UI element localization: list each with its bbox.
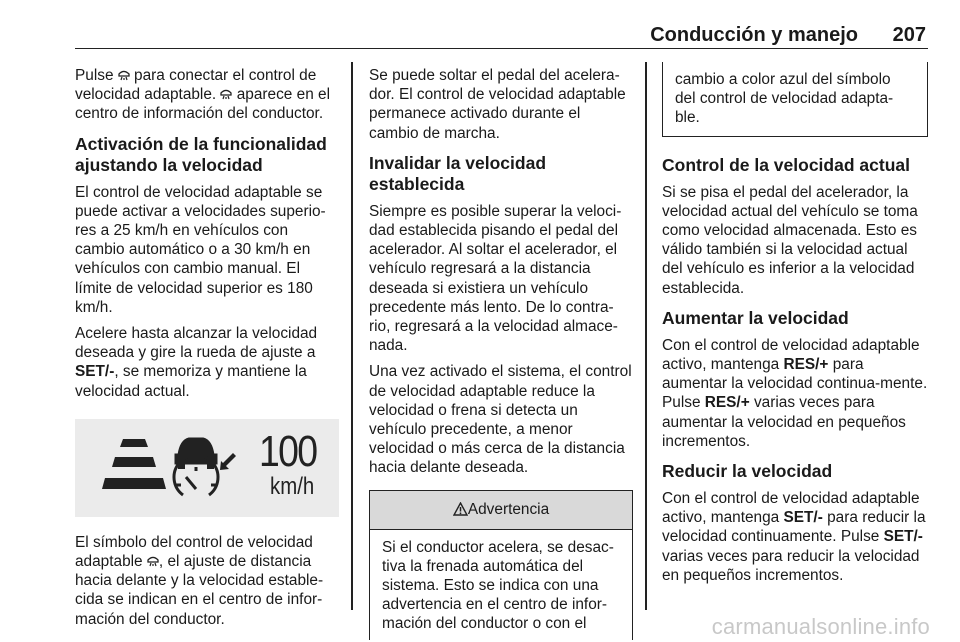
page-number: 207 — [892, 24, 926, 46]
warning-text: Si el conductor acelera, se desac-tiva la frenada automática del sistema. Esto se indica con una advertencia en el centro de infor-mación del conductor o con el — [382, 538, 614, 633]
page-header — [75, 0, 928, 49]
paragraph-release-pedal: Se puede soltar el pedal del acelera-dor. El control de velocidad adaptable permanece activado durante el cambio de marcha. — [369, 67, 626, 142]
paragraph-increase-speed: Con el control de velocidad adaptable activo, mantenga RES/+ para aumentar la velocidad continua-mente. Pulse RES/+ varias veces para aumentar la velocidad en pequeños incrementos. — [662, 336, 928, 450]
cruise-control-icon — [220, 88, 232, 100]
paragraph-set-speed: Acelere hasta alcanzar la velocidad deseada y gire la rueda de ajuste a SET/-, se memoriza y mantiene la velocidad actual. — [75, 325, 318, 400]
paragraph-symbol-display: El símbolo del control de velocidad adaptable , el ajuste de distancia hacia delante y la velocidad estable-cida se indican en el centro de infor-mación del conductor. — [75, 533, 324, 628]
heading-override: Invalidar la velocidad establecida — [369, 152, 547, 194]
set-speed-value: 100 — [259, 426, 317, 476]
paragraph-intro: Pulse para conectar el control de velocidad adaptable. aparece en el centro de información del conductor. — [75, 67, 331, 123]
column-3 — [662, 66, 928, 592]
paragraph-current-speed: Si se pisa el pedal del acelerador, la velocidad actual del vehículo se toma como velocidad almacenada. Esto es válido también si la velocidad actual del vehículo es inferior a la velocidad establecida. — [662, 183, 918, 297]
warning-icon — [453, 502, 468, 516]
warning-title: Advertencia — [467, 500, 550, 518]
paragraph-reduce-speed: Con el control de velocidad adaptable activo, mantenga SET/- para reducir la velocidad continuamente. Pulse SET/- varias veces para reducir la velocidad en pequeños incrementos. — [662, 490, 926, 584]
adaptive-cruise-control-icon — [174, 439, 218, 495]
paragraph-braking: Una vez activado el sistema, el control de velocidad adaptable reduce la velocidad o frena si detecta un vehículo precedente, a menor velocidad o más cerca de la distancia hacia delante deseada. — [369, 363, 632, 477]
heading-increase-speed: Aumentar la velocidad — [662, 307, 849, 328]
heading-reduce-speed: Reducir la velocidad — [662, 461, 833, 482]
speed-unit: km/h — [270, 472, 315, 500]
paragraph-speed-limits: El control de velocidad adaptable se puede activar a velocidades superio-res a 25 km/h en vehículos con cambio automático o a 30 km/h en vehículos con cambio manual. El límite de velocidad superior es 180 km/h. — [75, 183, 326, 316]
arrow-icon — [220, 453, 236, 470]
cruise-control-icon — [118, 69, 130, 81]
distance-bars-icon — [102, 439, 166, 489]
column-divider-right — [645, 62, 647, 610]
watermark: carmanualsonline.info — [711, 614, 930, 639]
cruise-control-icon — [147, 555, 159, 567]
column-divider-left — [351, 62, 353, 610]
warning-box — [369, 490, 633, 640]
page-title: Conducción y manejo — [650, 24, 858, 46]
cluster-display-illustration — [75, 419, 339, 517]
column-1 — [75, 66, 341, 636]
warning-header — [370, 491, 632, 530]
warning-box-continued — [662, 62, 928, 137]
paragraph-override: Siempre es posible superar la veloci-dad establecida pisando el pedal del acelerador. Al soltar el acelerador, el vehículo regresará a la distancia deseada si existiera un vehículo precedente más lento. De lo contra-rio, regresará a la velocidad almace-nada. — [369, 202, 622, 355]
heading-current-speed: Control de la velocidad actual — [662, 154, 910, 175]
heading-activation: Activación de la funcionalidad ajustando la velocidad — [75, 133, 327, 175]
warning-text-continued: cambio a color azul del símbolo del control de velocidad adapta-ble. — [675, 71, 894, 127]
column-2 — [369, 66, 633, 640]
